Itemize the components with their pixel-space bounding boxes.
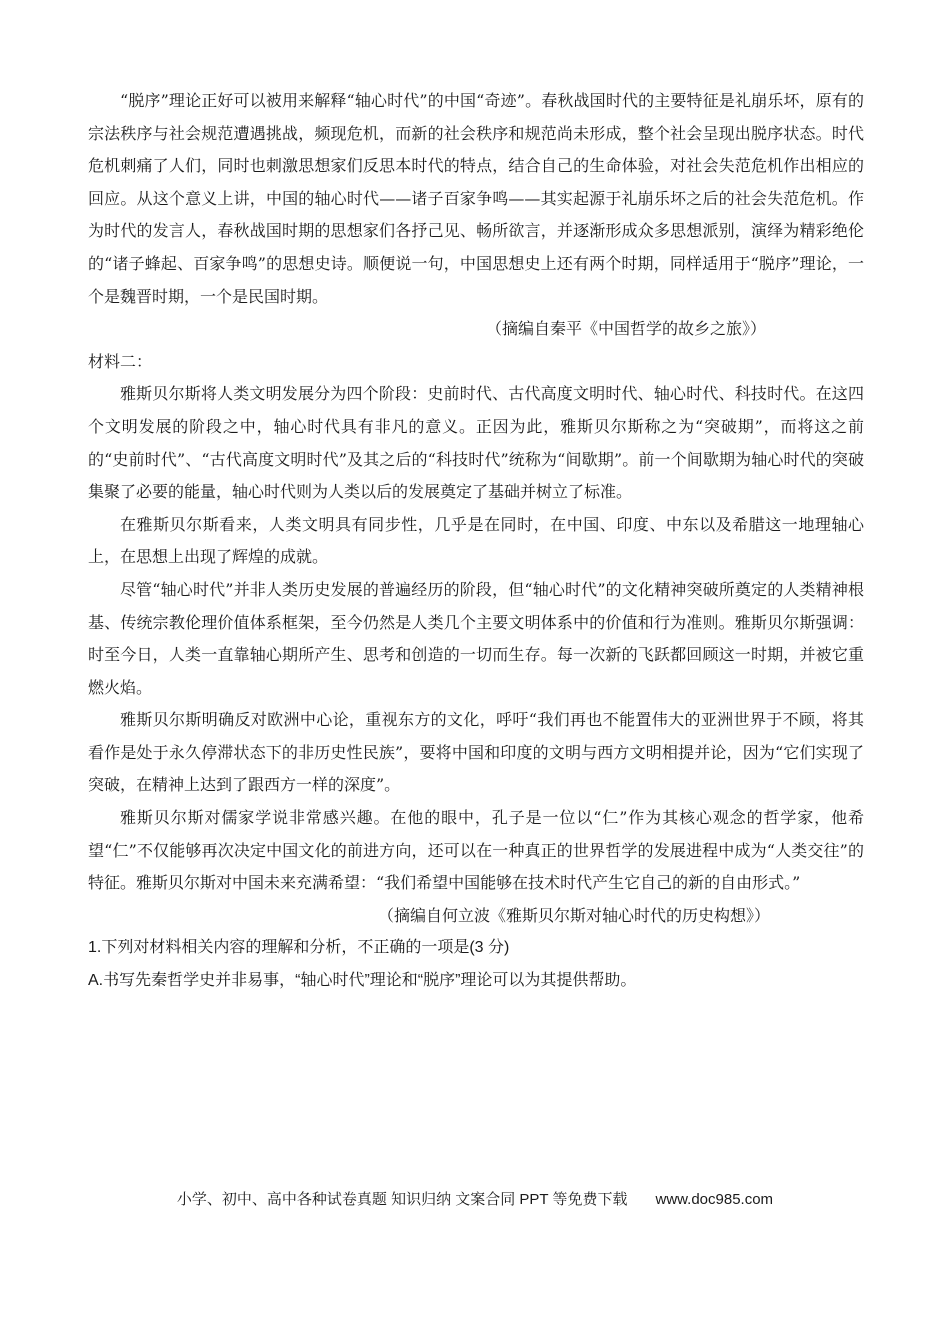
material2-paragraph-2: 在雅斯贝尔斯看来，人类文明具有同步性，几乎是在同时，在中国、印度、中东以及希腊这一地理轴心上，在思想上出现了辉煌的成就。 [88,514,864,567]
document-body [88,85,864,998]
material2-source: （摘编自何立波《雅斯贝尔斯对轴心时代的历史构想》） [377,905,770,925]
footer-url[interactable]: www.doc985.com [655,1191,774,1208]
footer-text: 小学、初中、高中各种试卷真题 知识归纳 文案合同 PPT 等免费下载 [176,1191,628,1208]
material2-paragraph-5: 雅斯贝尔斯对儒家学说非常感兴趣。在他的眼中，孔子是一位以“仁”作为其核心观念的哲学家，他希望“仁”不仅能够再次决定中国文化的前进方向，还可以在一种真正的世界哲学的发展进程中成为“人类交往”的特征。雅斯贝尔斯对中国未来充满希望：“我们希望中国能够在技术时代产生它自己的新的自由形式。” [88,808,864,893]
passage1-paragraph: “脱序”理论正好可以被用来解释“轴心时代”的中国“奇迹”。春秋战国时代的主要特征是礼崩乐坏，原有的宗法秩序与社会规范遭遇挑战，频现危机，而新的社会秩序和规范尚未形成，整个社会呈现出脱序状态。时代危机刺痛了人们，同时也刺激思想家们反思本时代的特点，结合自己的生命体验，对社会失范危机作出相应的回应。从这个意义上讲，中国的轴心时代——诸子百家争鸣——其实起源于礼崩乐坏之后的社会失范危机。作为时代的发言人，春秋战国时期的思想家们各抒己见、畅所欲言，并逐渐形成众多思想派别，演绎为精彩绝伦的“诸子蜂起、百家争鸣”的思想史诗。顺便说一句，中国思想史上还有两个时期，同样适用于“脱序”理论，一个是魏晋时期，一个是民国时期。 [88,91,864,306]
page-footer [0,1188,950,1209]
material2-heading: 材料二： [88,351,153,371]
passage1-source: （摘编自秦平《中国哲学的故乡之旅》） [485,319,766,339]
question1-option-a: A.书写先秦哲学史并非易事，“轴心时代”理论和“脱序”理论可以为其提供帮助。 [88,972,637,990]
material2-paragraph-3: 尽管“轴心时代”并非人类历史发展的普遍经历的阶段，但“轴心时代”的文化精神突破所奠定的人类精神根基、传统宗教伦理价值体系框架，至今仍然是人类几个主要文明体系中的价值和行为准则。雅斯贝尔斯强调：时至今日，人类一直靠轴心期所产生、思考和创造的一切而生存。每一次新的飞跃都回顾这一时期，并被它重燃火焰。 [88,579,864,697]
material2-paragraph-1: 雅斯贝尔斯将人类文明发展分为四个阶段：史前时代、古代高度文明时代、轴心时代、科技时代。在这四个文明发展的阶段之中，轴心时代具有非凡的意义。正因为此，雅斯贝尔斯称之为“突破期”，而将这之前的“史前时代”、“古代高度文明时代”及其之后的“科技时代”统称为“间歇期”。前一个间歇期为轴心时代的突破集聚了必要的能量，轴心时代则为人类以后的发展奠定了基础并树立了标准。 [88,384,864,502]
question1-stem: 1.下列对材料相关内容的理解和分析，不正确的一项是(3 分) [88,939,510,957]
material2-paragraph-4: 雅斯贝尔斯明确反对欧洲中心论，重视东方的文化，呼吁“我们再也不能置伟大的亚洲世界于不顾，将其看作是处于永久停滞状态下的非历史性民族”，要将中国和印度的文明与西方文明相提并论，因为“它们实现了突破，在精神上达到了跟西方一样的深度”。 [88,710,864,795]
